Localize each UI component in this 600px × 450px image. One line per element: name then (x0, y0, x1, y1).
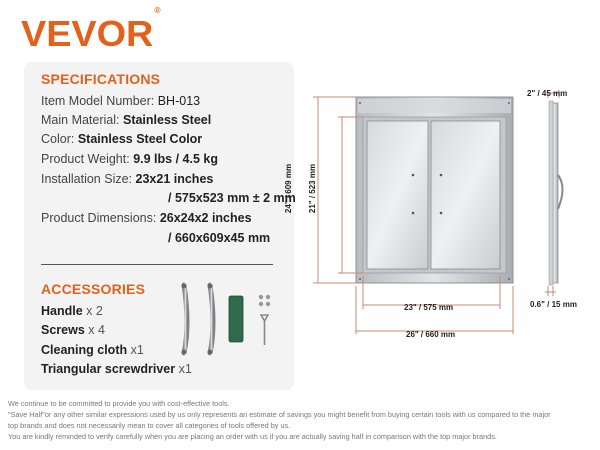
accessory-name: Screws (41, 323, 85, 337)
disclaimer-line: We continue to be committed to provide you with cost-effective tools. (8, 399, 230, 408)
disclaimer-line: "Save Half"or any other similar expressions used by us only represents an estimate of savings you might benefit from buying certain tools with us compared to the major (8, 410, 551, 419)
flange-label: 0.6" / 15 mm (530, 300, 577, 309)
spec-value: 23x21 inches (135, 172, 214, 186)
accessory-name: Triangular screwdriver (41, 362, 176, 376)
spec-label: Main Material: (41, 113, 120, 127)
spec-value: / 575x523 mm ± 2 mm (168, 191, 296, 205)
disclaimer-line: You are kindly reminded to verify carefully when you are placing an order with us if you are actually saving half in comparison with the top major brands. (8, 432, 497, 441)
access-door-side-view (549, 101, 563, 285)
spec-value: 26x24x2 inches (159, 211, 252, 225)
accessory-name: Cleaning cloth (41, 343, 128, 357)
accessory-qty: x 4 (88, 323, 105, 337)
spec-value: BH-013 (157, 94, 201, 108)
spec-label: Product Dimensions: (41, 211, 157, 225)
spec-label: Installation Size: (41, 172, 133, 186)
outer-height-label: 24" / 609 mm (284, 163, 294, 214)
disclaimer-line: top brands and does not necessarily mean to cover all categories of tools offered by us. (8, 421, 291, 430)
spec-value: / 660x609x45 mm (168, 231, 271, 245)
registered-mark: ® (154, 6, 161, 15)
accessory-qty: x1 (130, 343, 144, 357)
accessory-name: Handle (41, 304, 83, 318)
spec-value: Stainless Steel Color (77, 132, 203, 146)
spec-label: Product Weight: (41, 152, 130, 166)
spec-value: 9.9 lbs / 4.5 kg (133, 152, 218, 166)
disclaimer-text (8, 398, 598, 442)
inner-width-label: 23" / 575 mm (404, 303, 454, 312)
depth-label: 2" / 45 mm (527, 89, 568, 98)
brand-name: VEVOR (21, 13, 154, 54)
accessories-title: ACCESSORIES (41, 281, 146, 297)
outer-width-label: 26" / 660 mm (406, 330, 456, 339)
accessory-qty: x 2 (86, 304, 103, 318)
spec-value: Stainless Steel (122, 113, 212, 127)
spec-label: Color: (41, 132, 75, 146)
inner-height-label: 21" / 523 mm (308, 163, 318, 214)
access-door-front-view (356, 97, 513, 283)
specifications-title: SPECIFICATIONS (41, 71, 161, 87)
accessory-qty: x1 (178, 362, 192, 376)
spec-label: Item Model Number: (41, 94, 155, 108)
